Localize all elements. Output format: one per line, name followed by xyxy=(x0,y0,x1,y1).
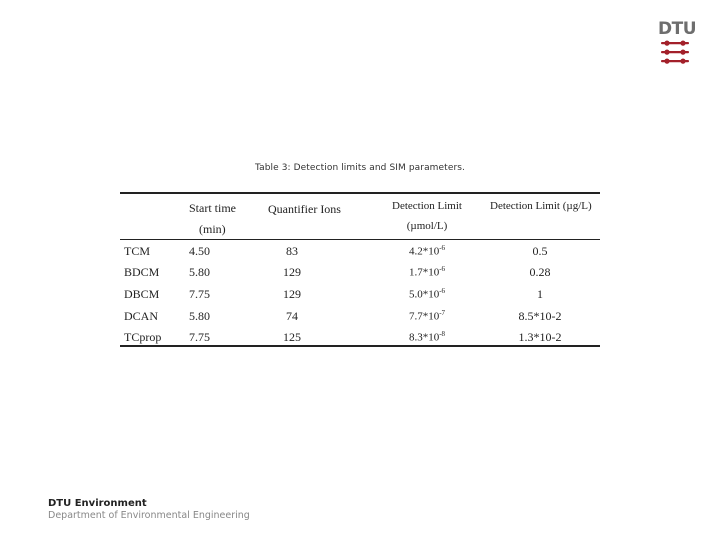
cell-start-time: 7.75 xyxy=(189,287,210,301)
footer-title: DTU Environment xyxy=(48,498,147,509)
cell-start-time: 4.50 xyxy=(189,244,210,258)
header-quantifier-ions: Quantifier Ions xyxy=(268,202,341,216)
footer-subtitle: Department of Environmental Engineering xyxy=(48,510,250,521)
cell-start-time: 7.75 xyxy=(189,330,210,344)
logo-text: DTU xyxy=(658,19,697,39)
cell-detection-limit-umol: $1.7*10^{-6}$ xyxy=(408,265,446,279)
header-start-time: Start time xyxy=(189,201,236,215)
cell-quantifier-ion: 129 xyxy=(283,287,301,301)
cell-compound: DCAN xyxy=(124,309,159,323)
cell-compound: TCprop xyxy=(124,330,162,344)
cell-compound: BDCM xyxy=(124,265,160,279)
cell-compound: TCM xyxy=(124,244,151,258)
table-rule-bottom xyxy=(120,345,600,347)
cell-quantifier-ion: 125 xyxy=(283,330,301,344)
cell-start-time: 5.80 xyxy=(189,309,210,323)
table-caption: Table 3: Detection limits and SIM parameters. xyxy=(254,163,466,173)
cell-detection-limit-ugl: 1 xyxy=(537,287,543,301)
cell-detection-limit-umol: $7.7*10^{-7}$ xyxy=(408,309,446,323)
cell-detection-limit-ugl: 0.5 xyxy=(532,244,548,258)
dtu-logo xyxy=(658,19,697,66)
cell-detection-limit-umol: $5.0*10^{-6}$ xyxy=(408,287,446,301)
dtu-logo-mark-icon xyxy=(658,40,692,66)
cell-detection-limit-umol: $8.3*10^{-8}$ xyxy=(408,330,446,344)
cell-compound: DBCM xyxy=(124,287,160,301)
cell-quantifier-ion: 74 xyxy=(286,309,298,323)
cell-detection-limit-ugl: 1.3*10-2 xyxy=(518,330,562,344)
header-detection-limit-umol: Detection Limit xyxy=(392,200,462,212)
header-detection-limit-ugl: Detection Limit (µg/L) xyxy=(490,200,592,212)
table-rule-top xyxy=(120,192,600,194)
cell-quantifier-ion: 129 xyxy=(283,265,301,279)
cell-detection-limit-ugl: 8.5*10-2 xyxy=(518,309,562,323)
cell-quantifier-ion: 83 xyxy=(286,244,298,258)
header-detection-limit-umol-unit: (µmol/L) xyxy=(406,220,448,232)
cell-detection-limit-umol: $4.2*10^{-6}$ xyxy=(408,244,446,258)
header-start-time-unit: (min) xyxy=(199,222,226,236)
cell-start-time: 5.80 xyxy=(189,265,210,279)
cell-detection-limit-ugl: 0.28 xyxy=(529,265,551,279)
table-rule-header xyxy=(120,239,600,240)
